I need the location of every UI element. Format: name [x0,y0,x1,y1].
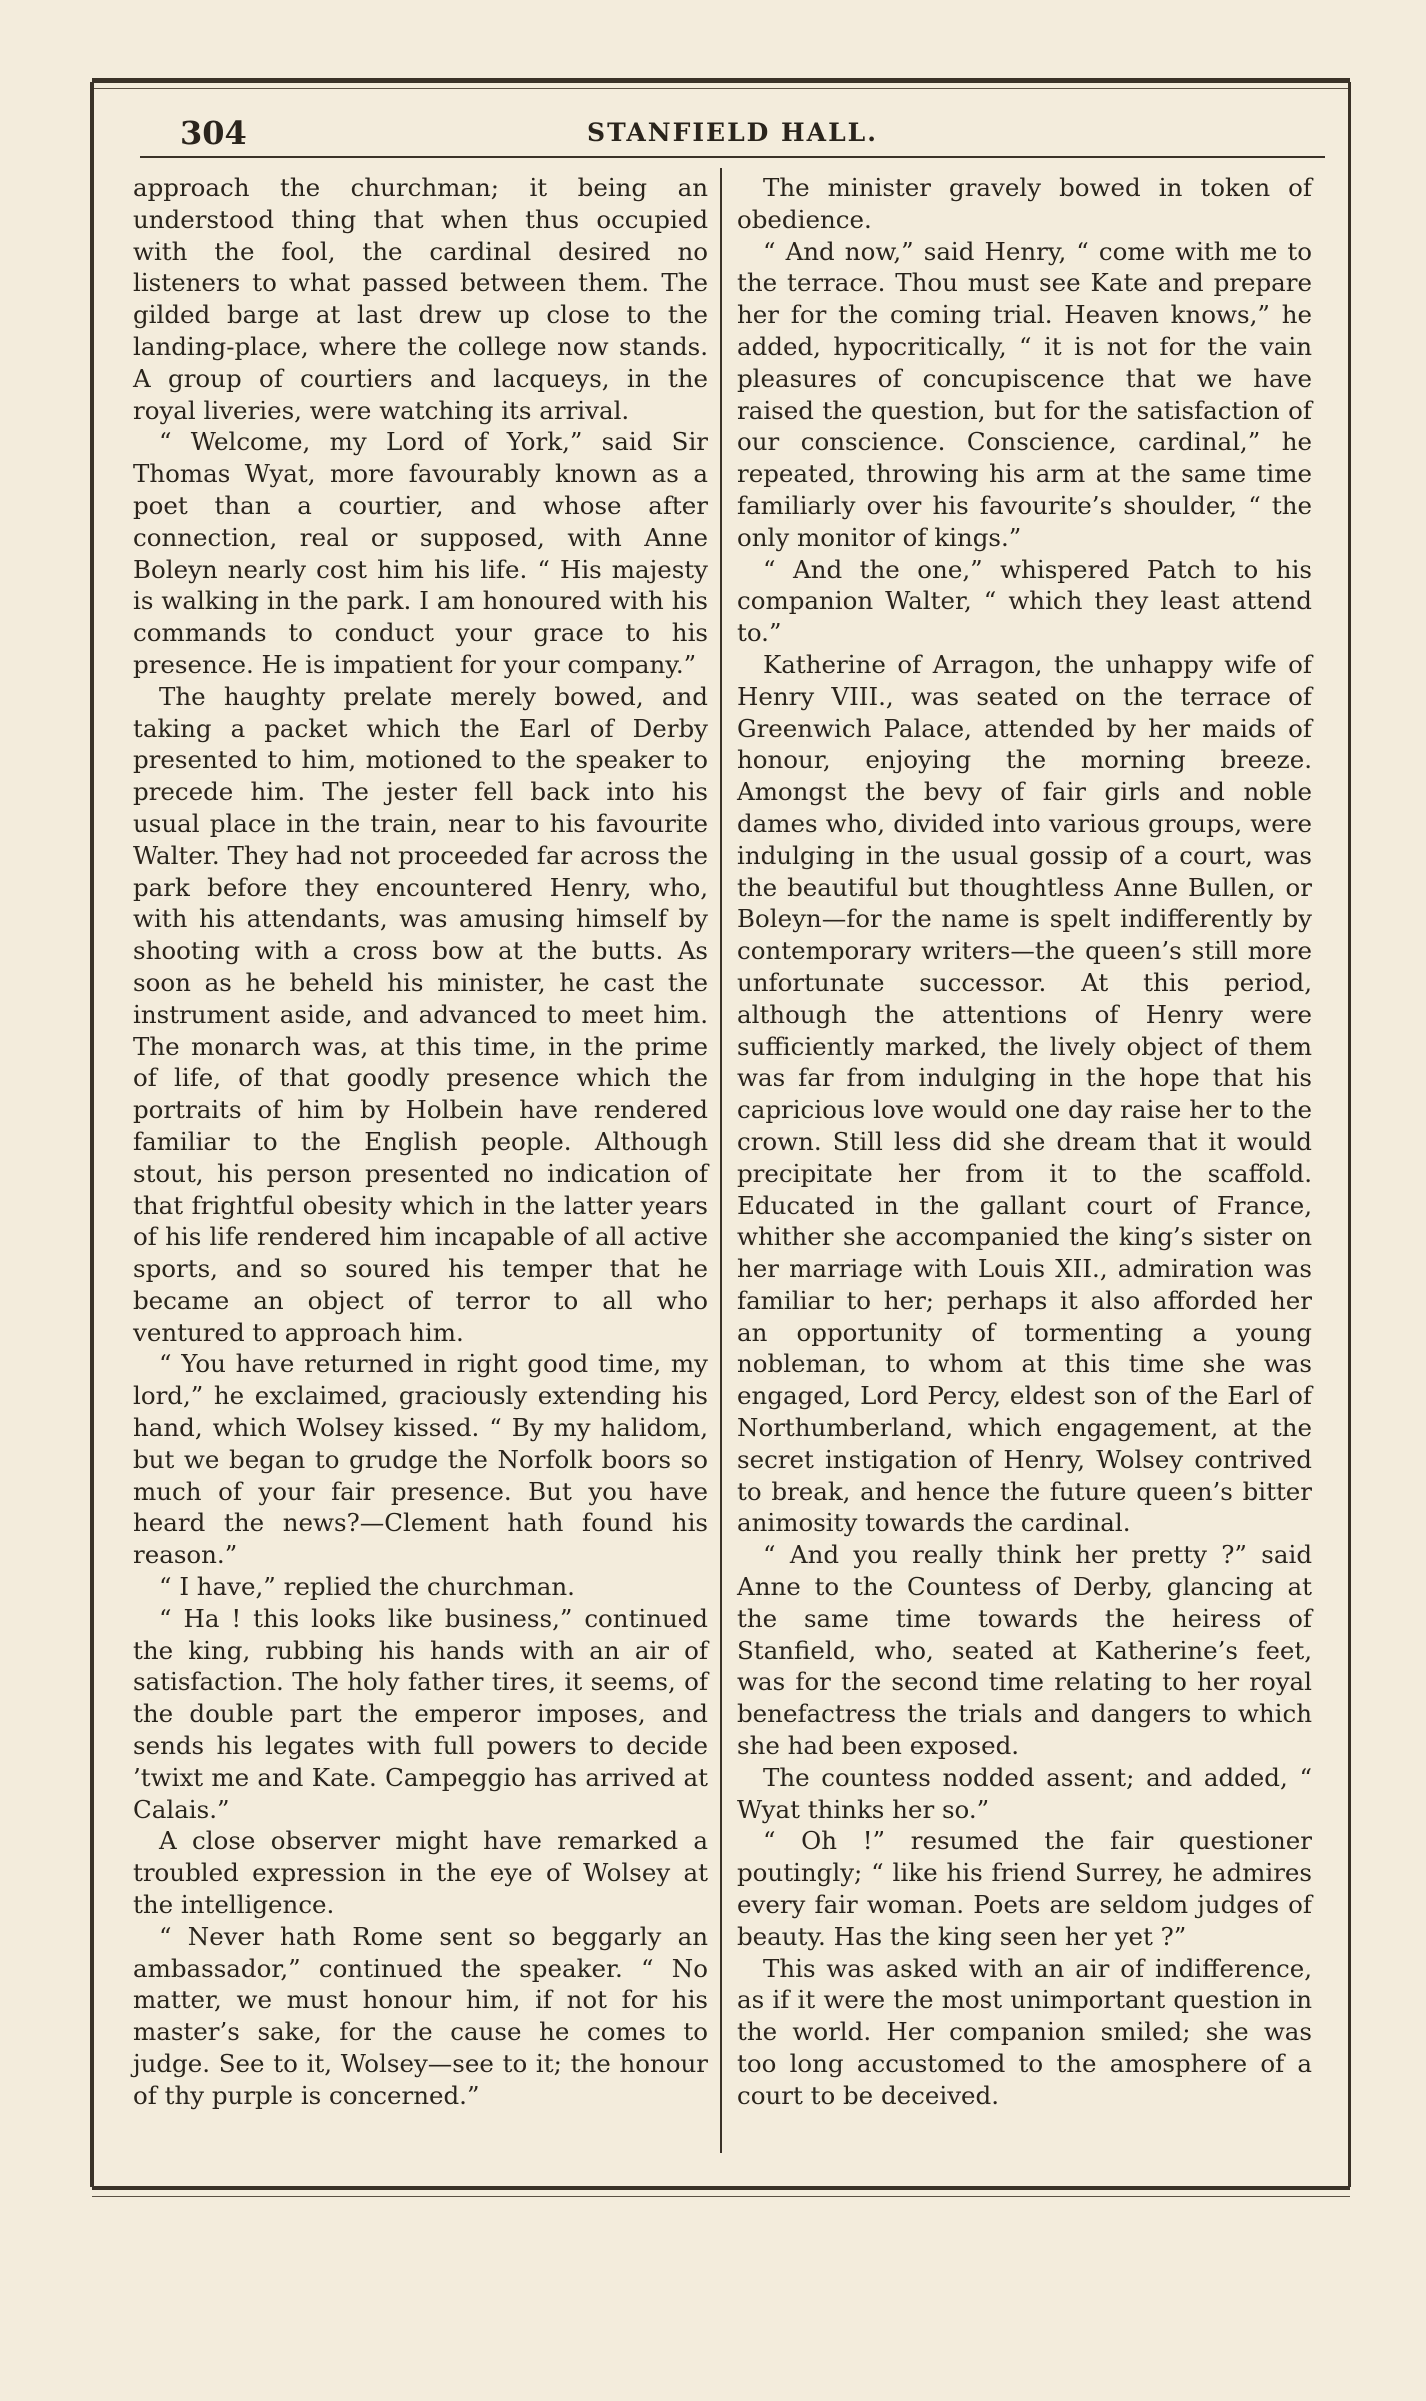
page-frame-top-thin-rule [92,88,1350,89]
right-column [737,172,1312,2147]
paragraph: “ And the one,” whispered Patch to his companion Walter, “ which they least attend to.” [737,554,1312,648]
paragraph: approach the churchman; it being an understood thing that when thus occupied with the fool, the cardinal desired no listeners to what passed between them. The gilded barge at last drew up close to the landing-place, where the college now stands. A group of courtiers and lacqueys, in the royal liveries, were watching its arrival. [133,173,708,425]
paragraph: “ Never hath Rome sent so beggarly an ambassador,” continued the speaker. “ No matter, we must honour him, if not for his master’s sake, for the cause he comes to judge. See to it, Wolsey—see to it; the honour of thy purple is concerned.” [133,1921,708,2110]
running-title: STANFIELD HALL. [587,118,878,147]
left-column [133,172,708,2147]
header-rule [140,156,1325,158]
paragraph: “ And now,” said Henry, “ come with me to the terrace. Thou must see Kate and prepare her for the coming trial. Heaven knows,” he added, hypocritically, “ it is not for the vain pleasures of concupiscence that we have raised the question, but for the satisfaction of our conscience. Conscience, cardinal,” he repeated, throwing his arm at the same time familiarly over his favourite’s shoulder, “ the only monitor of kings.” [737,236,1312,552]
paragraph: The haughty prelate merely bowed, and taking a packet which the Earl of Derby presented to him, motioned to the speaker to precede him. The jester fell back into his usual place in the train, near to his favourite Walter. They had not proceeded far across the park before they encountered Henry, who, with his attendants, was amusing himself by shooting with a cross bow at the butts. As soon as he beheld his minister, he cast the instrument aside, and advanced to meet him. The monarch was, at this time, in the prime of life, of that goodly presence which the portraits of him by Holbein have rendered familiar to the English people. Although stout, his person presented no indication of that frightful obesity which in the latter years of his life rendered him incapable of all active sports, and so soured his temper that he became an object of terror to all who ventured to approach him. [133,681,708,1347]
paragraph: “ And you really think her pretty ?” said Anne to the Countess of Derby, glancing at the same time towards the heiress of Stanfield, who, seated at Katherine’s feet, was for the second time relating to her royal benefactress the trials and dangers to which she had been exposed. [737,1540,1312,1761]
paragraph: “ Ha ! this looks like business,” continued the king, rubbing his hands with an air of satisfaction. The holy father tires, it seems, of the double part the emperor imposes, and sends his legates with full powers to decide ’twixt me and Kate. Campeggio has arrived at Calais.” [133,1603,708,1824]
column-divider [720,168,722,2153]
paragraph: Katherine of Arragon, the unhappy wife of Henry VIII., was seated on the terrace of Greenwich Palace, attended by her maids of honour, enjoying the morning breeze. Amongst the bevy of fair girls and noble dames who, divided into various groups, were indulging in the usual gossip of a court, was the beautiful but thoughtless Anne Bullen, or Boleyn—for the name is spelt indifferently by contemporary writers—the queen’s still more unfortunate successor. At this period, although the attentions of Henry were sufficiently marked, the lively object of them was far from indulging in the hope that his capricious love would one day raise her to the crown. Still less did she dream that it would precipitate her from it to the scaffold. Educated in the gallant court of France, whither she accompanied the king’s sister on her marriage with Louis XII., admiration was familiar to her; perhaps it also afforded her an opportunity of tormenting a young nobleman, to whom at this time she was engaged, Lord Percy, eldest son of the Earl of Northumberland, which engagement, at the secret instigation of Henry, Wolsey contrived to break, and hence the future queen’s bitter animosity towards the cardinal. [737,649,1312,1538]
paragraph: “ I have,” replied the churchman. [159,1572,575,1602]
page-frame-bottom-rule [92,2186,1350,2190]
paragraph: A close observer might have remarked a troubled expression in the eye of Wolsey at the intelligence. [133,1826,708,1920]
page-frame-left-rule [90,82,94,2187]
page-frame-top-rule [92,78,1350,83]
paragraph: “ Oh !” resumed the fair questioner poutingly; “ like his friend Surrey, he admires every fair woman. Poets are seldom judges of beauty. Has the king seen her yet ?” [737,1826,1312,1951]
page-frame-right-rule [1348,82,1351,2187]
paragraph: This was asked with an air of indifference, as if it were the most unimportant question in the world. Her companion smiled; she was too long accustomed to the amosphere of a court to be deceived. [737,1953,1312,2110]
page-frame-bottom-thin-rule [92,2196,1350,2197]
page-header [140,108,1325,154]
paragraph: “ Welcome, my Lord of York,” said Sir Thomas Wyat, more favourably known as a poet than a courtier, and whose after connection, real or supposed, with Anne Boleyn nearly cost him his life. “ His majesty is walking in the park. I am honoured with his commands to conduct your grace to his presence. He is impatient for your company.” [133,427,708,679]
paragraph: “ You have returned in right good time, my lord,” he exclaimed, graciously extending his hand, which Wolsey kissed. “ By my halidom, but we began to grudge the Norfolk boors so much of your fair presence. But you have heard the news?—Clement hath found his reason.” [133,1349,708,1570]
paragraph: The minister gravely bowed in token of obedience. [737,173,1312,234]
paragraph: The countess nodded assent; and added, “ Wyat thinks her so.” [737,1762,1312,1824]
page-number: 304 [180,114,247,152]
